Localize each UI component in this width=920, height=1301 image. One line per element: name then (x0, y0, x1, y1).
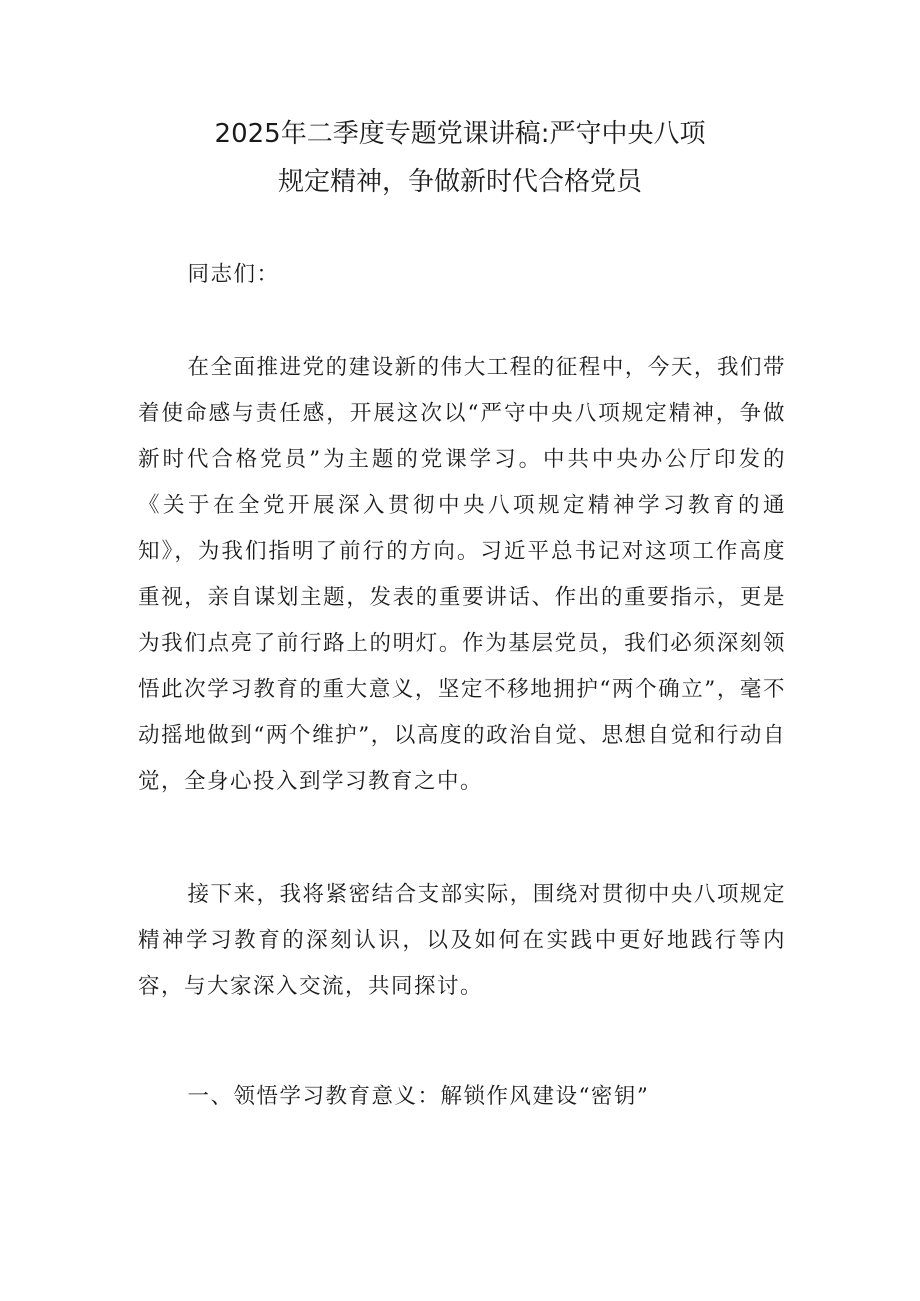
body-paragraph-2: 接下来，我将紧密结合支部实际，围绕对贯彻中央八项规定精神学习教育的深刻认识，以及如何在实践中更好地践行等内容，与大家深入交流，共同探讨。 (138, 882, 786, 999)
document-title-line-2: 规定精神，争做新时代合格党员 (277, 167, 642, 197)
salutation: 同志们： (187, 262, 280, 287)
section-heading-1: 一、领悟学习教育意义：解锁作风建设“密钥” (187, 1084, 650, 1109)
document-title-line-1: 2025年二季度专题党课讲稿:严守中央八项 (214, 119, 706, 149)
body-paragraph-1: 在全面推进党的建设新的伟大工程的征程中，今天，我们带着使命感与责任感，开展这次以“严守中央八项规定精神，争做新时代合格党员”为主题的党课学习。中共中央办公厅印发的《关于在全党开展深入贯彻中央八项规定精神学习教育的通知》，为我们指明了前行的方向。习近平总书记对这项工作高度重视，亲自谋划主题，发表的重要讲话、作出的重要指示，更是为我们点亮了前行路上的明灯。作为基层党员，我们必须深刻领悟此次学习教育的重大意义，坚定不移地拥护“两个确立”，毫不动摇地做到“两个维护”，以高度的政治自觉、思想自觉和行动自觉，全身心投入到学习教育之中。 (138, 355, 786, 794)
